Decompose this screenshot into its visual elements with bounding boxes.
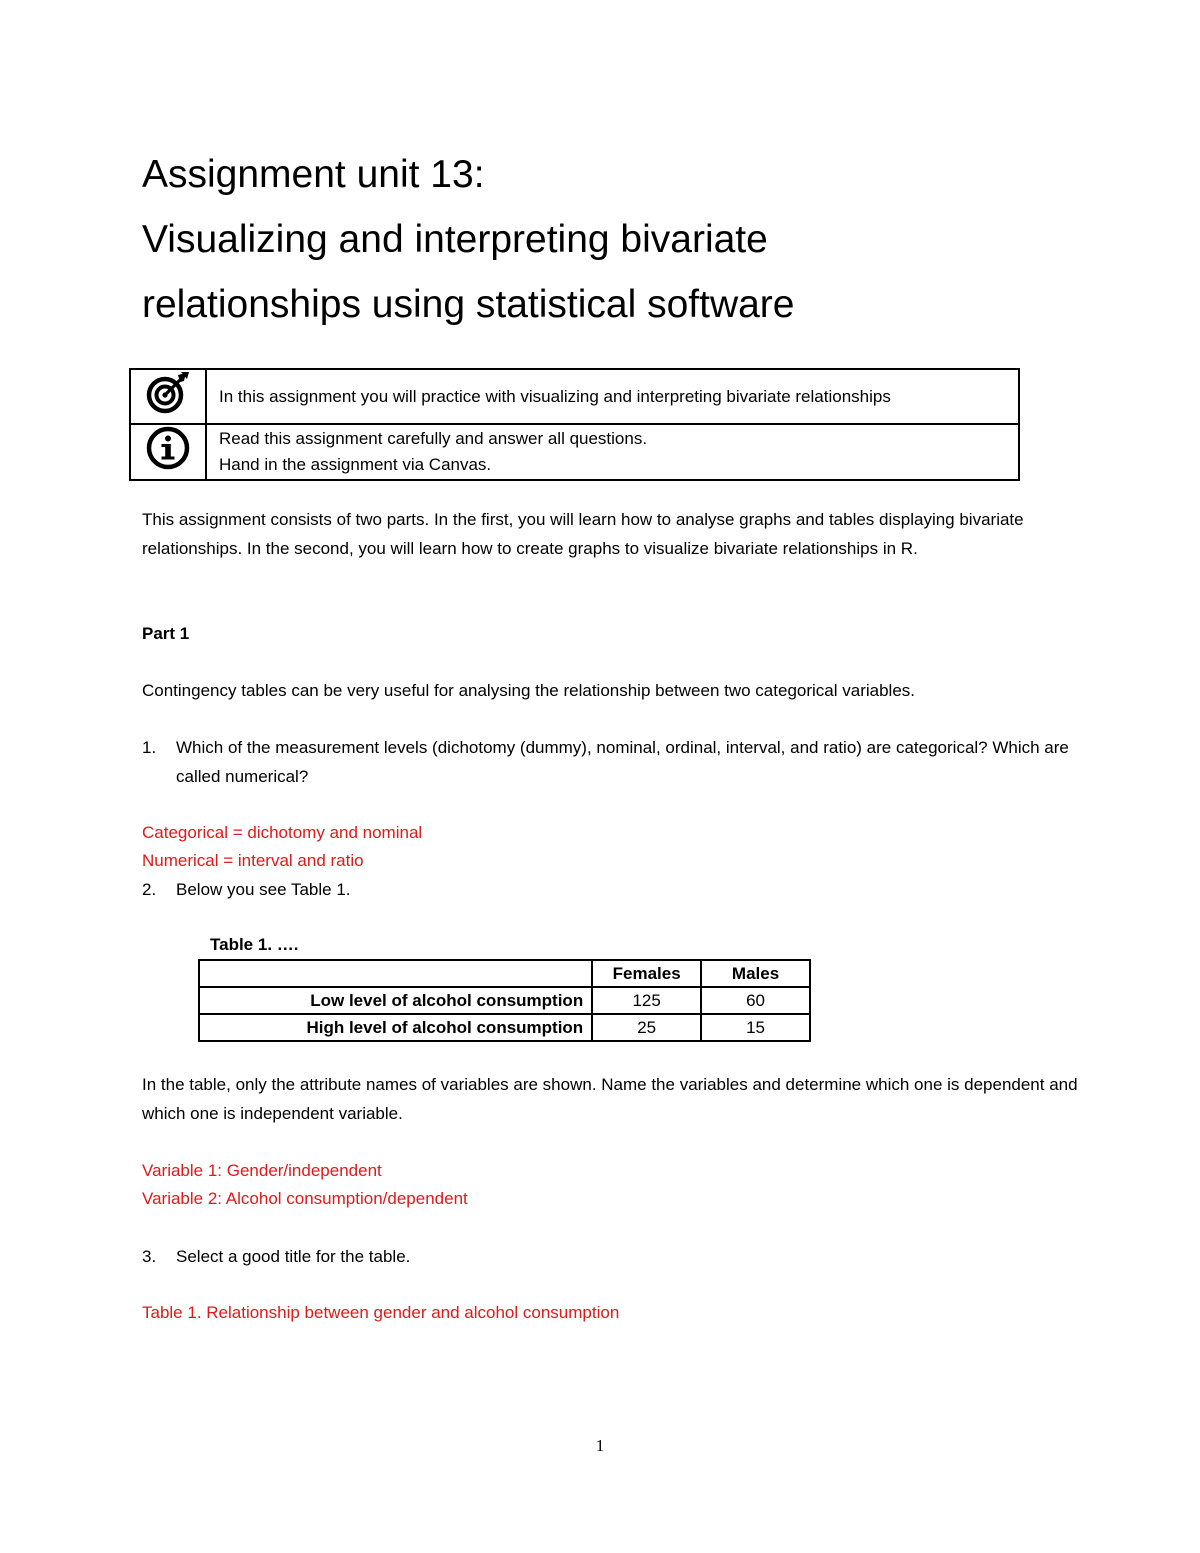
question-number: 3. xyxy=(142,1247,157,1266)
table-corner-cell xyxy=(199,960,592,987)
question-2 xyxy=(142,875,1082,904)
q2-answer-line-2: Variable 2: Alcohol consumption/dependent xyxy=(142,1189,468,1208)
row-label: High level of alcohol consumption xyxy=(199,1014,592,1041)
column-header: Females xyxy=(592,960,701,987)
table-row xyxy=(199,987,810,1014)
part1-heading: Part 1 xyxy=(142,624,190,643)
goal-icon-cell xyxy=(130,369,206,424)
question-text: Which of the measurement levels (dichotomy (dummy), nominal, ordinal, interval, and ratio) are categorical? Which are called numerical? xyxy=(176,738,1069,786)
table-caption: Table 1. …. xyxy=(210,935,299,954)
page-number: 1 xyxy=(595,1436,605,1455)
table-cell: 125 xyxy=(592,987,701,1014)
contingency-table xyxy=(198,959,811,1042)
q2-followup: In the table, only the attribute names of variables are shown. Name the variables and determine which one is dependent and which one is independent variable. xyxy=(142,1075,1078,1123)
info-icon-cell xyxy=(130,424,206,480)
table-row xyxy=(199,1014,810,1041)
table-cell: 15 xyxy=(701,1014,810,1041)
question-number: 2. xyxy=(142,880,157,899)
intro-paragraph: This assignment consists of two parts. In the first, you will learn how to analyse graphs and tables displaying bivariate relationships. In the second, you will learn how to create graphs to visualize bivariate relationships in R. xyxy=(142,510,1024,558)
title-line-2: Visualizing and interpreting bivariate xyxy=(142,218,768,261)
info-line-2: Hand in the assignment via Canvas. xyxy=(219,455,492,474)
question-1 xyxy=(142,733,1082,791)
target-icon xyxy=(145,372,191,414)
column-header: Males xyxy=(701,960,810,987)
info-line-1: Read this assignment carefully and answer all questions. xyxy=(219,429,648,448)
table-cell: 25 xyxy=(592,1014,701,1041)
question-3 xyxy=(142,1242,1082,1271)
q1-answer-line-1: Categorical = dichotomy and nominal xyxy=(142,823,423,842)
question-text: Below you see Table 1. xyxy=(176,880,351,899)
q1-answer-line-2: Numerical = interval and ratio xyxy=(142,851,364,870)
q3-answer: Table 1. Relationship between gender and alcohol consumption xyxy=(142,1303,620,1322)
info-text xyxy=(206,424,1019,480)
table-header-row xyxy=(199,960,810,987)
q2-answer-line-1: Variable 1: Gender/independent xyxy=(142,1161,382,1180)
title-line-3: relationships using statistical software xyxy=(142,283,795,326)
goal-text: In this assignment you will practice with visualizing and interpreting bivariate relationships xyxy=(206,369,1019,424)
row-label: Low level of alcohol consumption xyxy=(199,987,592,1014)
info-icon xyxy=(145,425,191,471)
question-text: Select a good title for the table. xyxy=(176,1247,411,1266)
question-number: 1. xyxy=(142,738,157,757)
table-cell: 60 xyxy=(701,987,810,1014)
assignment-info-box xyxy=(129,368,1020,481)
title-line-1: Assignment unit 13: xyxy=(142,153,485,196)
part1-lead: Contingency tables can be very useful for analysing the relationship between two categorical variables. xyxy=(142,681,916,700)
